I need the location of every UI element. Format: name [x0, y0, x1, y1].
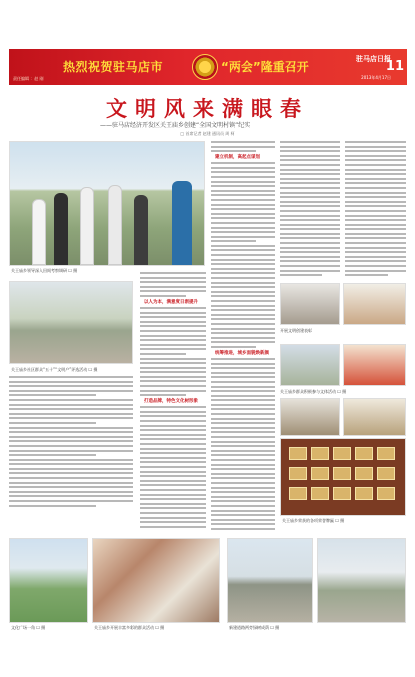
text-column-3: [211, 141, 275, 530]
section-head: 统筹推进，城乡面貌焕新颜: [215, 350, 269, 356]
photo-new-buildings: [317, 538, 406, 623]
article-headline: 文明风来满眼春: [106, 96, 309, 121]
section-head: 打造品牌，特色文化树形象: [144, 399, 198, 405]
photo-honor-plaques: [280, 438, 406, 516]
text-column-1: [9, 376, 133, 530]
photo-activities-collage: [92, 538, 220, 623]
caption-roads: 新建道路两旁绿树成荫 ☐ 摄: [229, 625, 280, 630]
photo-field-inspection: [9, 141, 205, 266]
caption-conference: 开展文明创建表彰: [280, 328, 312, 333]
text-column-2: [140, 272, 206, 530]
caption-meeting: 关王庙乡领导深入田间考察调研 ☐ 摄: [11, 268, 78, 273]
text-column-5: [345, 141, 406, 279]
article-subheadline: ——驻马店经济开发区关王庙乡创建“全国文明村镇”纪实: [100, 122, 251, 129]
caption-plaques: 关王庙乡荣获的各项荣誉牌匾 ☐ 摄: [282, 518, 345, 523]
page-number: 11: [385, 59, 404, 74]
section-head: 建立机制，高起点谋划: [215, 155, 260, 161]
photo-street-event: [9, 281, 133, 364]
caption-street: 关王庙乡社区群众“五十”“文明户”评选活动 ☐ 摄: [11, 367, 98, 372]
issue-date: 2013年4月17日: [361, 75, 391, 80]
newspaper-name: 驻马店日报: [356, 55, 391, 63]
masthead-banner: [9, 49, 407, 85]
article-byline: □ 首席记者 赵建 通讯员 周 柯: [180, 131, 235, 136]
photo-culture-plaza: [9, 538, 88, 623]
editor-credit: 责任编辑 ：赵 刚: [13, 76, 44, 81]
text-column-4: [280, 141, 340, 279]
photo-activity-room: [280, 398, 340, 436]
caption-dance: 关王庙乡群众积极参与文体活动 ☐ 摄: [280, 389, 347, 394]
banner-slogan-right: “两会”隆重召开: [221, 60, 309, 74]
caption-park: 文化广场一角 ☐ 摄: [11, 625, 46, 630]
photo-dance-group: [343, 344, 406, 386]
photo-conference: [280, 283, 340, 325]
national-emblem-icon: [192, 54, 218, 80]
photo-dance-performance: [280, 344, 340, 386]
caption-collage: 关王庙乡开展丰富多彩的群众活动 ☐ 摄: [94, 625, 165, 630]
photo-classroom: [343, 283, 406, 325]
banner-slogan-left: 热烈祝贺驻马店市: [63, 60, 164, 74]
photo-new-road: [227, 538, 313, 623]
photo-library-room: [343, 398, 406, 436]
section-head: 以人为本，满意度日渐提升: [144, 299, 198, 305]
